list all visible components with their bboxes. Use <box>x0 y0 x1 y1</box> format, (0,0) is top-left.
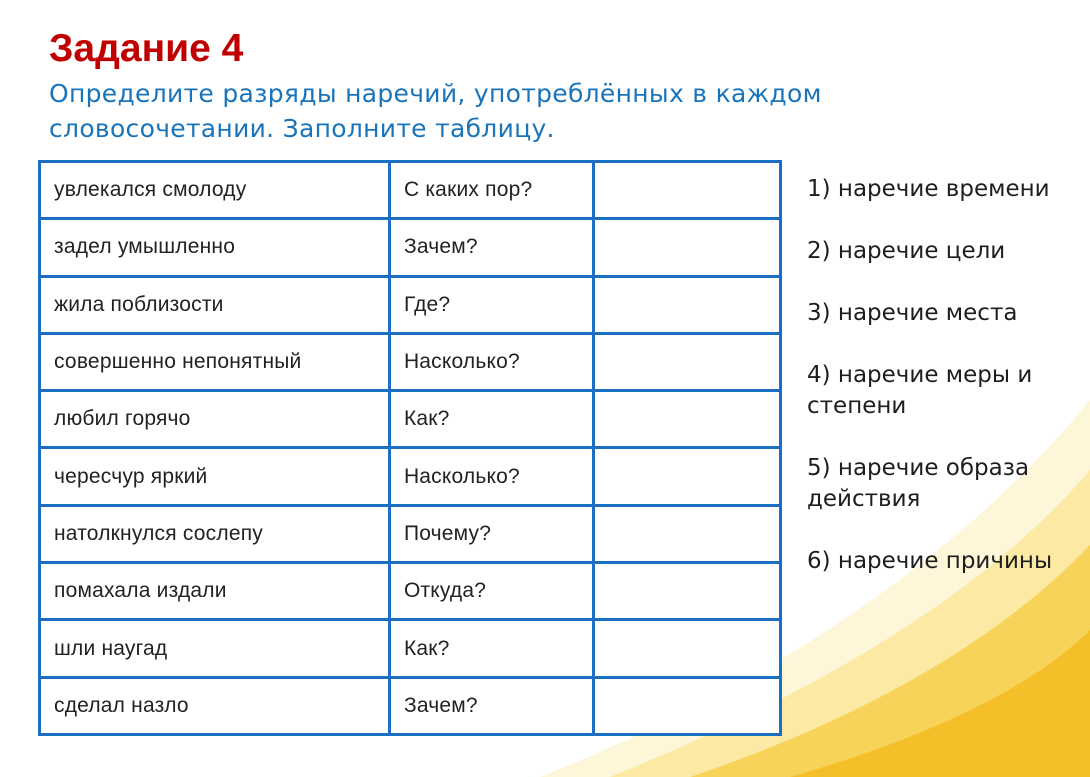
answer-cell[interactable] <box>594 677 781 734</box>
phrase-cell: натолкнулся сослепу <box>40 505 390 562</box>
question-cell: Как? <box>389 391 594 448</box>
adverb-table <box>38 160 782 736</box>
question-cell: Как? <box>389 620 594 677</box>
answer-cell[interactable] <box>594 448 781 505</box>
table-row <box>40 620 781 677</box>
legend-item-purpose: 2) наречие цели <box>807 238 1006 264</box>
phrase-cell: увлекался смолоду <box>40 162 390 219</box>
answer-cell[interactable] <box>594 219 781 276</box>
phrase-cell: шли наугад <box>40 620 390 677</box>
question-cell: Насколько? <box>389 448 594 505</box>
phrase-cell: помахала издали <box>40 563 390 620</box>
legend-item-time: 1) наречие времени <box>807 176 1050 202</box>
table-row <box>40 333 781 390</box>
page-title: Задание 4 <box>49 27 244 70</box>
table-row <box>40 162 781 219</box>
legend-item-manner: 5) наречие образа действия <box>807 455 1030 512</box>
table-row <box>40 276 781 333</box>
answer-cell[interactable] <box>594 333 781 390</box>
answer-cell[interactable] <box>594 505 781 562</box>
answer-cell[interactable] <box>594 563 781 620</box>
phrase-cell: сделал назло <box>40 677 390 734</box>
table-row <box>40 563 781 620</box>
question-cell: Почему? <box>389 505 594 562</box>
table-row <box>40 677 781 734</box>
phrase-cell: жила поблизости <box>40 276 390 333</box>
answer-cell[interactable] <box>594 276 781 333</box>
question-cell: Зачем? <box>389 677 594 734</box>
question-cell: Насколько? <box>389 333 594 390</box>
table-row <box>40 448 781 505</box>
phrase-cell: задел умышленно <box>40 219 390 276</box>
question-cell: Зачем? <box>389 219 594 276</box>
question-cell: Где? <box>389 276 594 333</box>
answer-cell[interactable] <box>594 391 781 448</box>
table-row <box>40 391 781 448</box>
phrase-cell: любил горячо <box>40 391 390 448</box>
phrase-cell: чересчур яркий <box>40 448 390 505</box>
answer-cell[interactable] <box>594 620 781 677</box>
question-cell: С каких пор? <box>389 162 594 219</box>
answer-cell[interactable] <box>594 162 781 219</box>
legend-item-cause: 6) наречие причины <box>807 548 1053 574</box>
legend-item-measure-degree: 4) наречие меры и степени <box>807 362 1033 419</box>
table-row <box>40 219 781 276</box>
phrase-cell: совершенно непонятный <box>40 333 390 390</box>
adverb-category-legend <box>807 174 1077 608</box>
task-instruction: Определите разряды наречий, употреблённых в каждом словосочетании. Заполните таблицу. <box>49 79 822 143</box>
table-row <box>40 505 781 562</box>
legend-item-place: 3) наречие места <box>807 300 1018 326</box>
question-cell: Откуда? <box>389 563 594 620</box>
table-body <box>40 162 781 735</box>
